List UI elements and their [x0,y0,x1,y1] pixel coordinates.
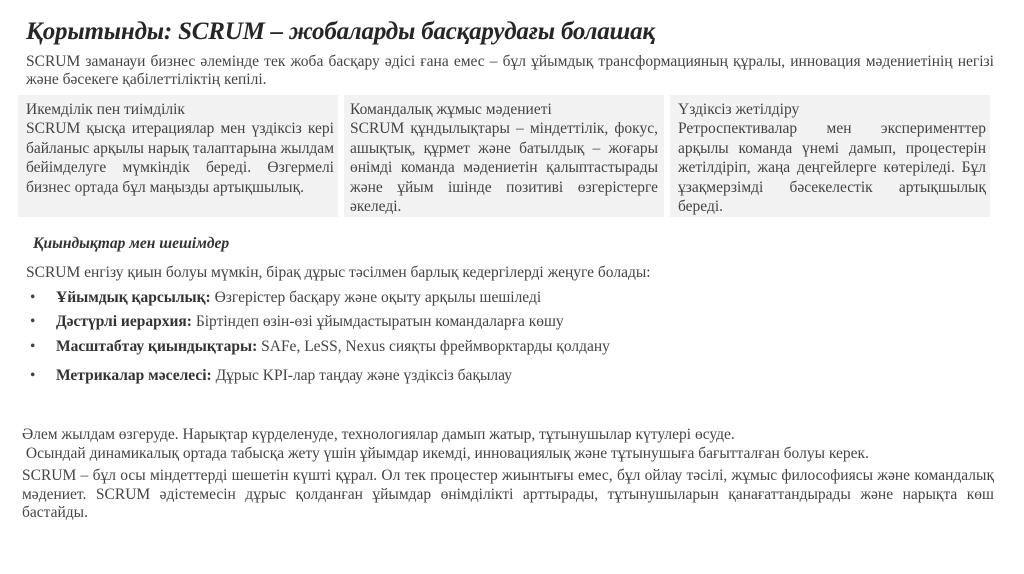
item-text: Біртіндеп өзін-өзі ұйымдастыратын командаларға көшу [191,313,564,330]
bullet-icon: • [30,289,36,306]
card-text: SCRUM қысқа итерациялар мен үздіксіз кері байланыс арқылы нарық талаптарына жылдам бейімделуге мүмкіндік береді. Өзгермелі бизнес ортада бұл маңызды артықшылық. [26,120,334,196]
item-label: Метрикалар мәселесі: [56,367,212,384]
closing-line-1: Әлем жылдам өзгеруде. Нарықтар күрделенуде, технологиялар дамып жатыр, тұтынушылар күтулері өсуде. [22,426,735,443]
bullet-icon: • [30,338,36,355]
closing-line-2: Осындай динамикалық ортада табысқа жету үшін ұйымдар икемді, инновациялық және тұтынушыға бағытталған болуы керек. [22,444,869,462]
closing-paragraph: SCRUM – бұл осы міндеттерді шешетін күшті құрал. Ол тек процестер жиынтығы емес, бұл ойлау тәсілі, жұмыс философиясы және командалық мәдениет. SCRUM әдістемесін дұрыс қолданған ұйымдар өнімділікті арттырады, тұтынушыларын қанағаттандырады және нарықта көш бастайды. [22,467,994,521]
card-heading: Командалық жұмыс мәдениеті [350,101,552,118]
card-heading: Икемділік пен тиімділік [26,101,185,118]
item-label: Ұйымдық қарсылық: [56,289,211,306]
challenges-heading: Қиындықтар мен шешімдер [33,235,230,252]
card-improvement [670,95,990,217]
page-title: Қорытынды: SCRUM – жобаларды басқарудағы болашақ [26,18,655,45]
bullet-icon: • [30,367,36,384]
bullet-icon: • [30,313,36,330]
card-teamwork [344,95,664,217]
challenges-lead: SCRUM енгізу қиын болуы мүмкін, бірақ дұрыс тәсілмен барлық кедергілерді жеңуге болады: [26,264,651,281]
item-text: SAFe, LeSS, Nexus сияқты фреймворктарды қолдану [257,338,610,355]
card-text: Ретроспективалар мен эксперименттер арқылы команда үнемі дамып, процестерін жетілдіріп, жаңа деңгейлерге көтеріледі. Бұл ұзақмерзімді бәсекелестік артықшылық береді. [678,120,986,215]
card-flexibility [18,95,338,217]
item-label: Дәстүрлі иерархия: [56,313,192,330]
intro-paragraph: SCRUM заманауи бизнес әлемінде тек жоба басқару әдісі ғана емес – бұл ұйымдық трансформацияның құралы, инновация мәдениетінің негізі және бәсекеге қабілеттіліктің кепілі. [26,53,994,88]
item-text: Дұрыс KPI-лар таңдау және үздіксіз бақылау [211,367,512,384]
closing-lines [22,426,1002,463]
card-heading: Үздіксіз жетілдіру [678,101,800,118]
card-text: SCRUM құндылықтары – міндеттілік, фокус, ашықтық, құрмет және батылдық – жоғары өнімді команда мәдениетін қалыптастырады және ұйым ішінде позитиві өзгерістерге әкеледі. [350,120,658,215]
item-text: Өзгерістер басқару және оқыту арқылы шешіледі [210,289,542,306]
item-label: Масштабтау қиындықтары: [56,338,258,355]
